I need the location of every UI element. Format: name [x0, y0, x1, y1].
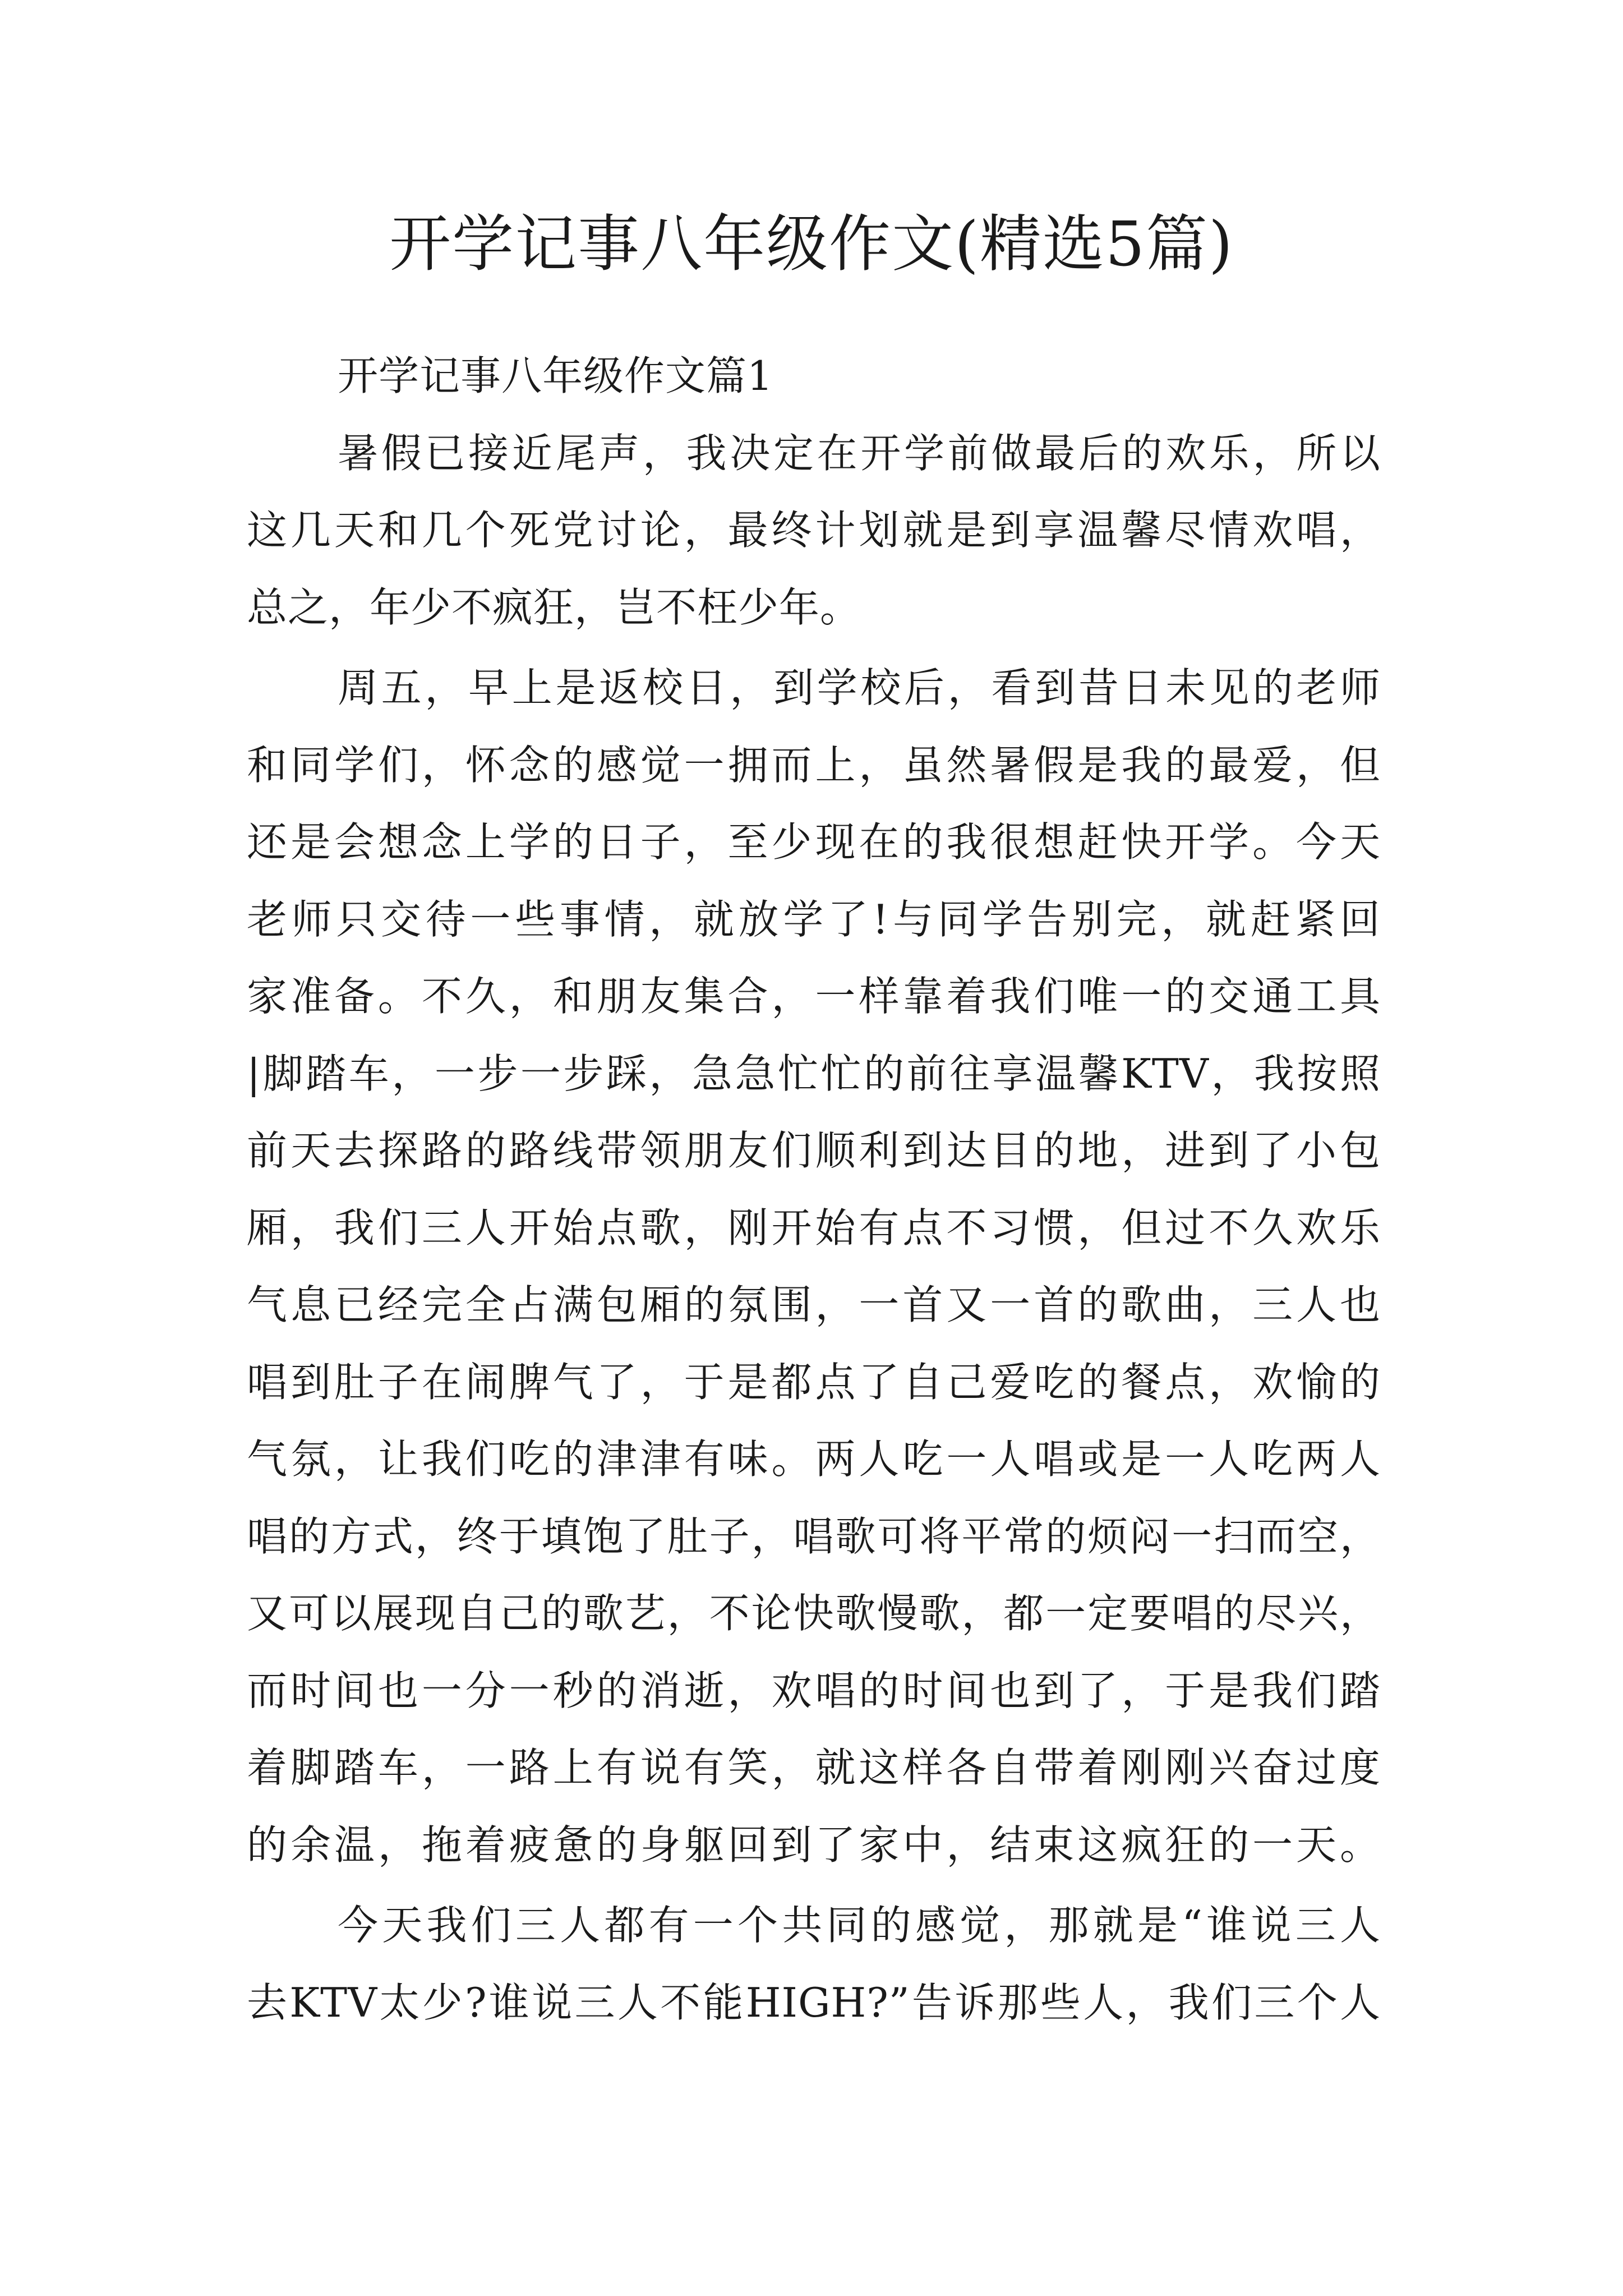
paragraph-line: 去KTV太少?谁说三人不能HIGH?”告诉那些人，我们三个人 [247, 1978, 1381, 2026]
document-title: 开学记事八年级作文(精选5篇) [389, 208, 1234, 280]
paragraph-line: 又可以展现自己的歌艺，不论快歌慢歌，都一定要唱的尽兴， [247, 1590, 1381, 1637]
paragraph-line: 还是会想念上学的日子，至少现在的我很想赶快开学。今天 [247, 818, 1381, 866]
paragraph-line: 着脚踏车，一路上有说有笑，就这样各自带着刚刚兴奋过度 [247, 1744, 1381, 1791]
paragraph-line: 今天我们三人都有一个共同的感觉，那就是“谁说三人 [338, 1902, 1381, 1949]
paragraph-line: 暑假已接近尾声，我决定在开学前做最后的欢乐，所以 [338, 429, 1381, 477]
paragraph-line: 这几天和几个死党讨论，最终计划就是到享温馨尽情欢唱， [247, 507, 1381, 554]
paragraph-line: 气氛，让我们吃的津津有味。两人吃一人唱或是一人吃两人 [247, 1435, 1381, 1483]
paragraph-line: 的余温，拖着疲惫的身躯回到了家中，结束这疯狂的一天。 [247, 1821, 1381, 1869]
paragraph-line: 唱到肚子在闹脾气了，于是都点了自己爱吃的餐点，欢愉的 [247, 1358, 1381, 1406]
paragraph-line: 总之，年少不疯狂，岂不枉少年。 [247, 583, 861, 631]
paragraph-line: 前天去探路的路线带领朋友们顺利到达目的地，进到了小包 [247, 1127, 1381, 1174]
paragraph-line: 和同学们，怀念的感觉一拥而上，虽然暑假是我的最爱，但 [247, 741, 1381, 789]
paragraph-line: |脚踏车，一步一步踩，急急忙忙的前往享温馨KTV，我按照 [247, 1050, 1381, 1097]
paragraph-line: 气息已经完全占满包厢的氛围，一首又一首的歌曲，三人也 [247, 1281, 1381, 1328]
paragraph-line: 厢，我们三人开始点歌，刚开始有点不习惯，但过不久欢乐 [247, 1204, 1381, 1251]
paragraph-line: 而时间也一分一秒的消逝，欢唱的时间也到了，于是我们踏 [247, 1667, 1381, 1714]
paragraph-line: 唱的方式，终于填饱了肚子，唱歌可将平常的烦闷一扫而空， [247, 1512, 1381, 1560]
section-heading: 开学记事八年级作文篇1 [338, 352, 773, 399]
paragraph-line: 老师只交待一些事情，就放学了!与同学告别完，就赶紧回 [247, 895, 1381, 943]
paragraph-line: 周五，早上是返校日，到学校后，看到昔日未见的老师 [338, 664, 1381, 711]
document-body [247, 338, 1381, 2041]
paragraph-line: 家准备。不久，和朋友集合，一样靠着我们唯一的交通工具 [247, 973, 1381, 1020]
